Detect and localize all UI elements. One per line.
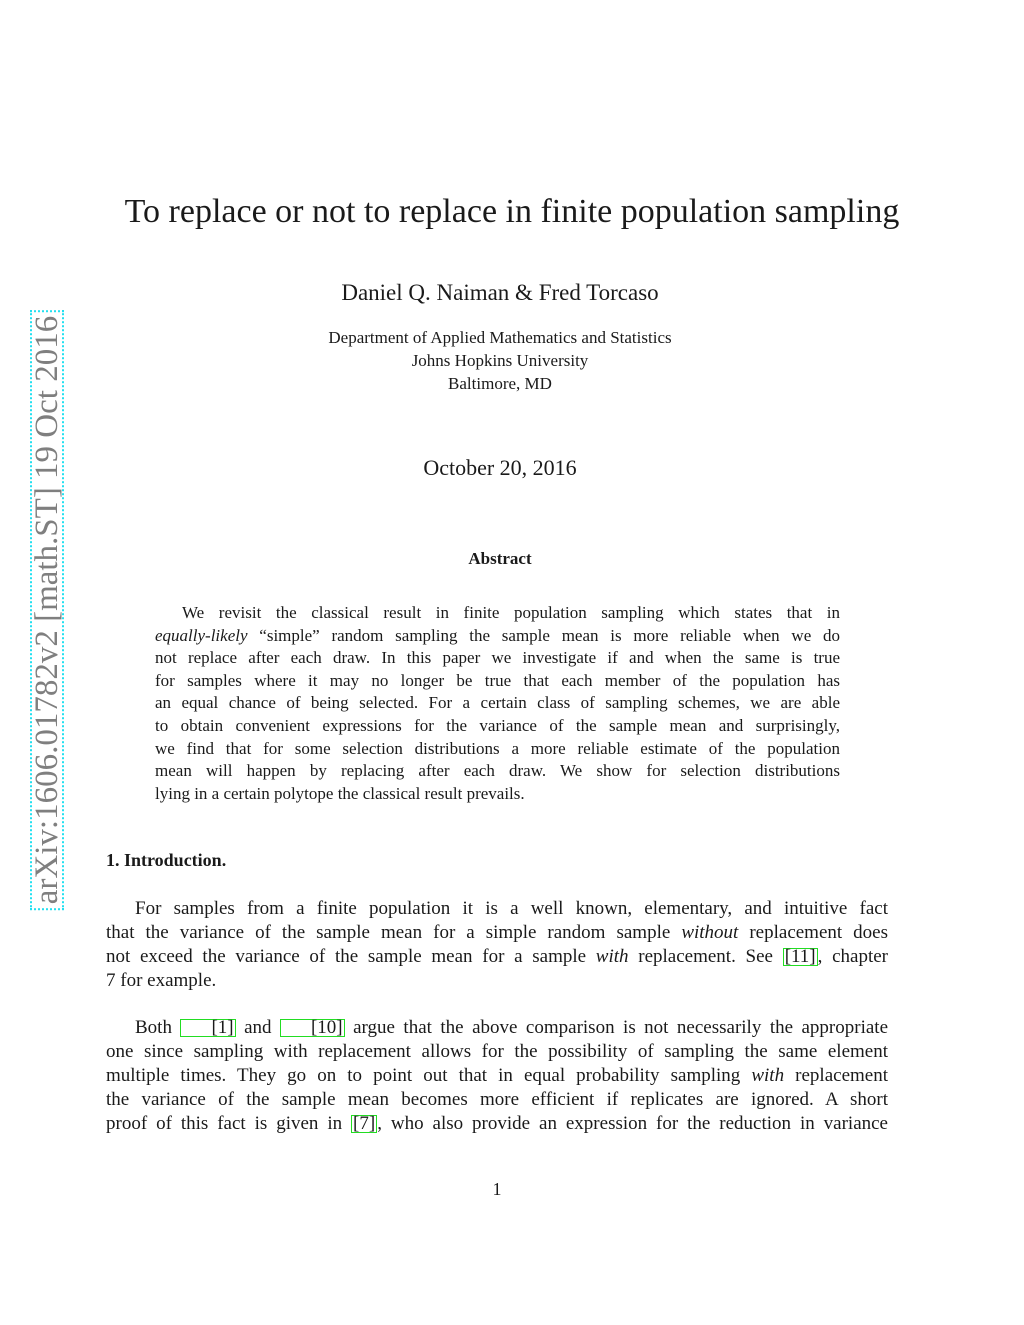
paragraph-line: the variance of the sample mean becomes more efficient if replicates are ignored. A short: [106, 1089, 888, 1110]
abstract-line: not replace after each draw. In this paper we investigate if and when the same is true: [155, 648, 840, 668]
page-number: 1: [492, 1179, 502, 1199]
citation-link-11[interactable]: [11]: [784, 946, 816, 967]
affiliation-department: Department of Applied Mathematics and Statistics: [328, 328, 672, 347]
abstract-line: to obtain convenient expressions for the variance of the sample mean and surprisingly,: [155, 715, 840, 735]
citation-link-10[interactable]: [10]: [280, 1019, 345, 1037]
affiliation-location: Baltimore, MD: [448, 374, 552, 393]
paragraph-line: not exceed the variance of the sample mean for a sample with replacement. See [11] , chapter: [106, 946, 889, 967]
abstract-line: We revisit the classical result in finite population sampling which states that in: [182, 603, 840, 622]
paper-date: October 20, 2016: [423, 455, 577, 480]
abstract-line: lying in a certain polytope the classical result prevails.: [155, 783, 525, 803]
paragraph-line: 7 for example.: [106, 970, 217, 991]
abstract-body: [155, 602, 840, 805]
introduction-paragraph-1: [106, 897, 888, 993]
abstract-heading: Abstract: [468, 549, 532, 568]
paragraph-line: multiple times. They go on to point out that in equal probability sampling with replacement: [106, 1065, 888, 1086]
citation-link-1[interactable]: [1]: [180, 1019, 235, 1037]
affiliation-university: Johns Hopkins University: [411, 351, 589, 370]
abstract-line: equally-likely “simple” random sampling the sample mean is more reliable when we do: [155, 625, 840, 645]
introduction-paragraph-2: [106, 1016, 888, 1136]
paragraph-line: Both [1] and [10] argue that the above comparison is not necessarily the appropriate: [135, 1017, 889, 1038]
citation-link-7[interactable]: [7]: [353, 1113, 376, 1134]
abstract-line: for samples where it may no longer be true that each member of the population has: [155, 670, 840, 690]
paragraph-line: For samples from a finite population it is a well known, elementary, and intuitive fact: [135, 898, 888, 919]
paper-authors: Daniel Q. Naiman & Fred Torcaso: [341, 280, 659, 305]
abstract-line: an equal chance of being selected. For a certain class of sampling schemes, we are able: [155, 693, 840, 713]
affiliation-block: [0, 326, 1000, 395]
paper-title: To replace or not to replace in finite population sampling: [124, 193, 900, 230]
section-heading-introduction: 1. Introduction.: [106, 850, 227, 870]
abstract-emphasis: equally-likely: [155, 625, 248, 645]
paragraph-line: that the variance of the sample mean for a simple random sample without replacement does: [106, 922, 889, 943]
paragraph-line: proof of this fact is given in [7] , who also provide an expression for the reduction in variance: [106, 1113, 888, 1134]
abstract-line: we find that for some selection distributions a more reliable estimate of the population: [155, 738, 840, 758]
arxiv-identifier-stamp[interactable]: arXiv:1606.01782v2 [math.ST] 19 Oct 2016: [30, 310, 64, 910]
paragraph-line: one since sampling with replacement allows for the possibility of sampling the same element: [106, 1041, 888, 1062]
abstract-line: mean will happen by replacing after each draw. We show for selection distributions: [155, 761, 840, 781]
